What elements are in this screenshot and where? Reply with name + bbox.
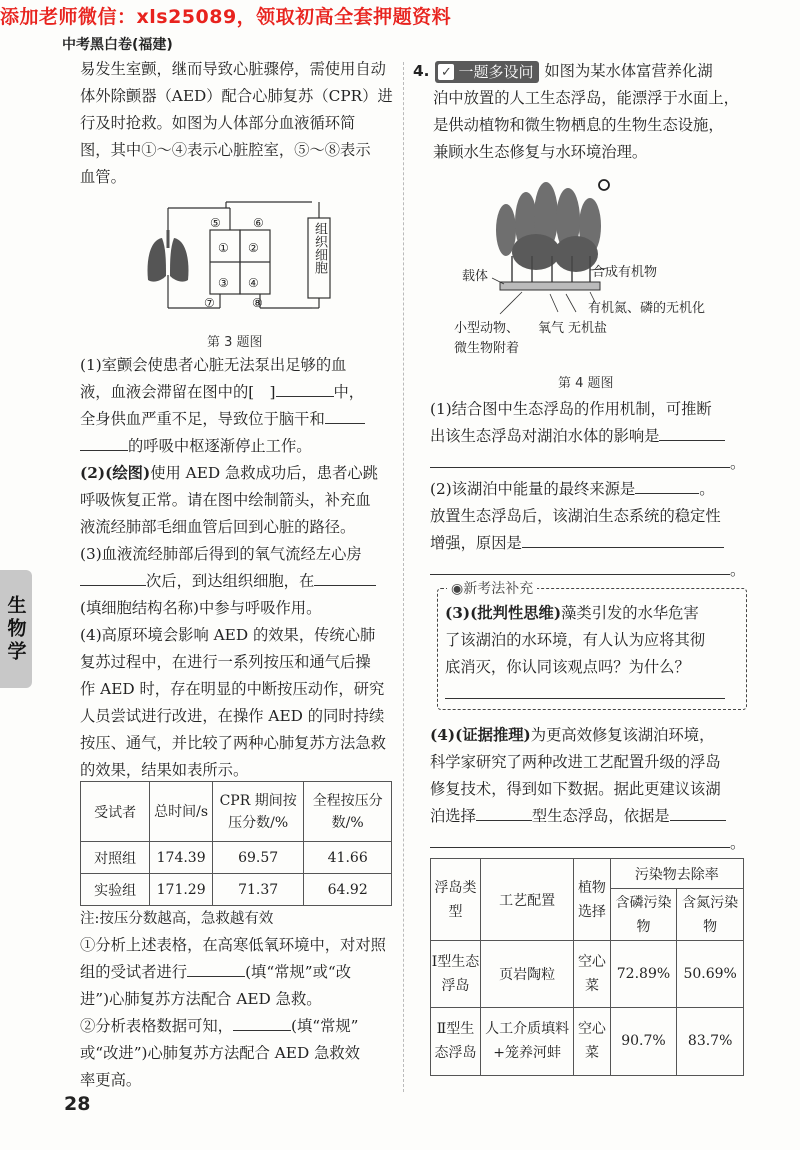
answer-blank[interactable] xyxy=(325,406,365,424)
q4-intro: 4. ✓ 一题多设问 如图为某水体富营养化湖 泊中放置的人工生态浮岛，能漂浮于水面上， 是供动植物和微生物栖息的生物生态设施， 兼顾水生态修复与水环境治理。 xyxy=(413,62,739,161)
answer-blank[interactable] xyxy=(187,959,245,977)
floating-island-table xyxy=(430,858,744,1076)
table-header: 含氮污染物 xyxy=(677,889,744,941)
table-header: 全程按压分数/% xyxy=(304,782,392,842)
answer-blank[interactable] xyxy=(276,379,334,397)
oxygen-circle-icon xyxy=(599,180,609,190)
floating-island-figure xyxy=(440,176,740,356)
page-number: 28 xyxy=(64,1093,91,1115)
answer-blank[interactable] xyxy=(80,568,146,586)
label-4: ④ xyxy=(248,276,259,290)
promo-banner: 添加老师微信：xls25089，领取初高全套押题资料 xyxy=(0,6,452,28)
label-salt: 无机盐 xyxy=(568,321,608,336)
q4-part4: (4)(证据推理)为更高效修复该湖泊环境， 科学家研究了两种改进工艺配置升级的浮岛 修复技术，得到如下数据。据此更建议该湖 泊选择 型生态浮岛，依据是 。 xyxy=(430,726,746,852)
label-organic: 合成有机物 xyxy=(592,265,658,280)
q3-part1: (1)室颤会使患者心脏无法泵出足够的血 液，血液会滞留在图中的[ ] 中， 全身供血严重不足，导致位于脑干和 的呼吸中枢逐渐停止工作。 xyxy=(80,356,365,455)
q4-part3: (3)(批判性思维)藻类引发的水华危害 了该湖泊的水环境，有人认为应将其彻 底消灭，你认同该观点吗？为什么？ xyxy=(445,600,740,708)
label-6: ⑥ xyxy=(253,216,264,230)
table-header: 污染物去除率 xyxy=(610,859,743,889)
label-7: ⑦ xyxy=(204,296,215,310)
lungs-icon xyxy=(148,230,189,282)
book-subtitle: 中考黑白卷(福建) xyxy=(62,37,173,53)
label-animals: 小型动物、 xyxy=(454,321,520,336)
label-carrier: 载体 xyxy=(462,269,489,284)
answer-blank[interactable] xyxy=(445,681,725,699)
answer-blank[interactable] xyxy=(430,557,730,575)
table-header: 植物选择 xyxy=(574,859,610,941)
table-header: 受试者 xyxy=(81,782,150,842)
table-header: 总时间/s xyxy=(150,782,213,842)
table-row: 实验组 171.29 71.37 64.92 xyxy=(81,874,392,906)
answer-blank[interactable] xyxy=(80,433,128,451)
carrier-platform xyxy=(500,282,600,290)
figure4-caption: 第 4 题图 xyxy=(558,376,614,391)
label-3: ③ xyxy=(218,276,229,290)
answer-blank[interactable] xyxy=(635,476,699,494)
q4-part2: (2)该湖泊中能量的最终来源是 。 放置生态浮岛后，该湖泊生态系统的稳定性 增强，原因是 。 xyxy=(430,476,748,584)
answer-blank[interactable] xyxy=(659,423,725,441)
q3-part3: (3)血液流经肺部后得到的氧气流经左心房 次后，到达组织细胞，在 (填细胞结构名称)中参与呼吸作用。 xyxy=(80,541,395,622)
subject-tab: 生物学 xyxy=(0,570,32,688)
answer-blank[interactable] xyxy=(314,568,376,586)
check-icon: ✓ xyxy=(438,64,454,80)
table-header: CPR 期间按压分数/% xyxy=(212,782,303,842)
label-1: ① xyxy=(218,241,229,255)
q3-part2: (2)(绘图)使用 AED 急救成功后，患者心跳 呼吸恢复正常。请在图中绘制箭头，补充血 液流经肺部毛细血管后回到心脏的路径。 xyxy=(80,464,378,536)
answer-blank[interactable] xyxy=(670,803,726,821)
q3-part4: (4)高原环境会影响 AED 的效果，传统心肺 复苏过程中，在进行一系列按压和通气后操 作 AED 时，存在明显的中断按压动作，研究 人员尝试进行改进，在操作 AED 的同时持续 按压、通气，并比较了两种心肺复苏方法急救 的效果，结果如表所示。 xyxy=(80,626,386,779)
table-row: Ⅱ型生态浮岛 人工介质填料+笼养河蚌 空心菜 90.7% 83.7% xyxy=(431,1007,744,1075)
q3-intro: 易发生室颤，继而导致心脏骤停，需使用自动 体外除颤器（AED）配合心肺复苏（CPR）进 行及时抢救。如图为人体部分血液循环简 图，其中①～④表示心脏腔室，⑤～⑧表示 血管。 xyxy=(80,60,393,186)
tissue-cell-label: 组织细胞 xyxy=(312,222,327,274)
table-note: 注:按压分数越高，急救越有效 xyxy=(80,911,274,927)
table-header: 工艺配置 xyxy=(481,859,574,941)
label-8: ⑧ xyxy=(252,296,263,310)
label-5: ⑤ xyxy=(210,216,221,230)
cpr-table xyxy=(80,781,392,906)
q4-part1: (1)结合图中生态浮岛的作用机制，可推断 出该生态浮岛对湖泊水体的影响是 。 xyxy=(430,400,746,472)
answer-blank[interactable] xyxy=(476,803,532,821)
multi-question-badge: ✓ 一题多设问 xyxy=(435,61,539,83)
label-microbes: 微生物附着 xyxy=(454,341,520,356)
figure3-caption: 第 3 题图 xyxy=(207,335,263,350)
question-number: 4. xyxy=(413,62,430,80)
column-divider xyxy=(403,62,404,1092)
table-row: 对照组 174.39 69.57 41.66 xyxy=(81,842,392,874)
label-oxygen: 氧气 xyxy=(538,321,565,336)
table-header: 含磷污染物 xyxy=(610,889,677,941)
answer-blank[interactable] xyxy=(522,530,724,548)
answer-blank[interactable] xyxy=(430,830,730,848)
label-2: ② xyxy=(248,241,259,255)
q3-sub1: ①分析上述表格，在高寒低氧环境中，对对照 组的受试者进行 (填“常规”或“改 进”)心肺复苏方法配合 AED 急救。 xyxy=(80,936,386,1008)
q3-sub2: ②分析表格数据可知， (填“常规” 或“改进”)心肺复苏方法配合 AED 急救效 率更高。 xyxy=(80,1013,395,1094)
answer-blank[interactable] xyxy=(233,1013,291,1031)
answer-blank[interactable] xyxy=(430,450,730,468)
table-row: Ⅰ型生态浮岛 页岩陶粒 空心菜 72.89% 50.69% xyxy=(431,941,744,1007)
label-inorganic: 有机氮、磷的无机化 xyxy=(588,301,706,316)
location-icon: ◉ xyxy=(451,581,464,597)
new-method-tag: ◉新考法补充 xyxy=(447,578,537,598)
table-header: 浮岛类型 xyxy=(431,859,481,941)
